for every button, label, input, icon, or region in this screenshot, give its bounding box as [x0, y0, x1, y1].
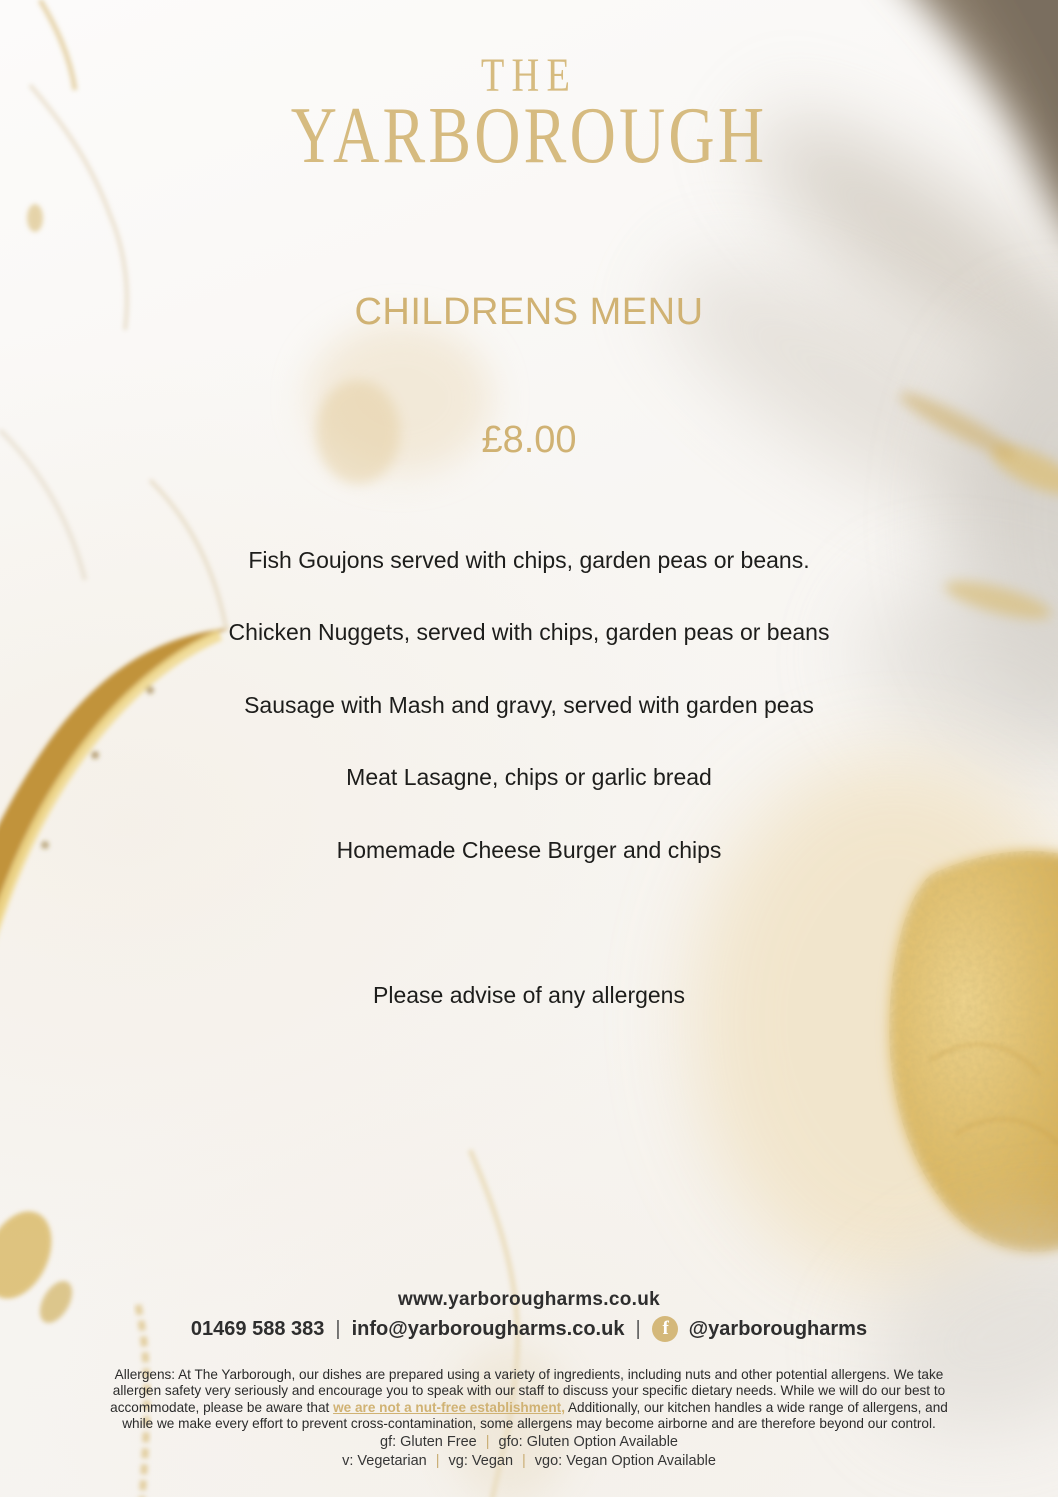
legend-item: gfo: Gluten Option Available	[498, 1434, 678, 1450]
separator: |	[335, 1318, 341, 1340]
brand-logo	[0, 49, 1058, 180]
brand-line-name: YARBOROUGH	[290, 92, 768, 180]
legend-line-gluten	[0, 1433, 1058, 1452]
menu-item: Homemade Cheese Burger and chips	[336, 837, 722, 863]
menu-price: £8.00	[481, 419, 577, 461]
legend-item: vg: Vegan	[448, 1453, 514, 1469]
contact-line	[0, 1314, 1058, 1344]
phone-number: 01469 588 383	[190, 1318, 325, 1340]
legend-item: gf: Gluten Free	[380, 1434, 477, 1450]
legend-line-vegan	[0, 1452, 1058, 1471]
menu-item: Fish Goujons served with chips, garden peas or beans.	[248, 547, 810, 573]
separator: |	[435, 1453, 440, 1469]
nut-free-highlight: we are not a nut-free establishment,	[333, 1399, 565, 1415]
email-address: info@yarborougharms.co.uk	[351, 1318, 625, 1340]
brand-line-the: THE	[480, 49, 578, 102]
legend-item: v: Vegetarian	[342, 1453, 427, 1469]
separator: |	[522, 1453, 526, 1469]
menu-title: CHILDRENS MENU	[354, 291, 704, 333]
separator: |	[635, 1318, 641, 1340]
allergens-disclaimer	[99, 1367, 959, 1433]
allergen-note: Please advise of any allergens	[373, 982, 685, 1008]
legend-item: vgo: Vegan Option Available	[534, 1453, 716, 1469]
disclaimer-text: Allergens: At The Yarborough, our dishes are prepared using a variety of ingredients, including nuts and other potential allergens. We take allergen safety very seriously and encourage you to speak with our staff to discuss your specific dietary needs. While we will do our best to accommodate, please be aware that	[110, 1366, 946, 1415]
menu-item: Sausage with Mash and gravy, served with garden peas	[244, 692, 814, 718]
separator: |	[485, 1434, 490, 1450]
facebook-handle: @yarborougharms	[688, 1318, 868, 1340]
menu-item: Chicken Nuggets, served with chips, garden peas or beans	[228, 619, 830, 645]
facebook-icon: f	[652, 1316, 678, 1342]
disclaimer-text: Additionally, our kitchen handles a wide range of allergens, and while we make every effort to prevent cross-contamination, some allergens may become airborne and are therefore beyond our control.	[122, 1399, 948, 1432]
dietary-legend	[0, 1433, 1058, 1471]
menu-item: Meat Lasagne, chips or garlic bread	[346, 764, 712, 790]
website-url: www.yarborougharms.co.uk	[398, 1289, 660, 1310]
